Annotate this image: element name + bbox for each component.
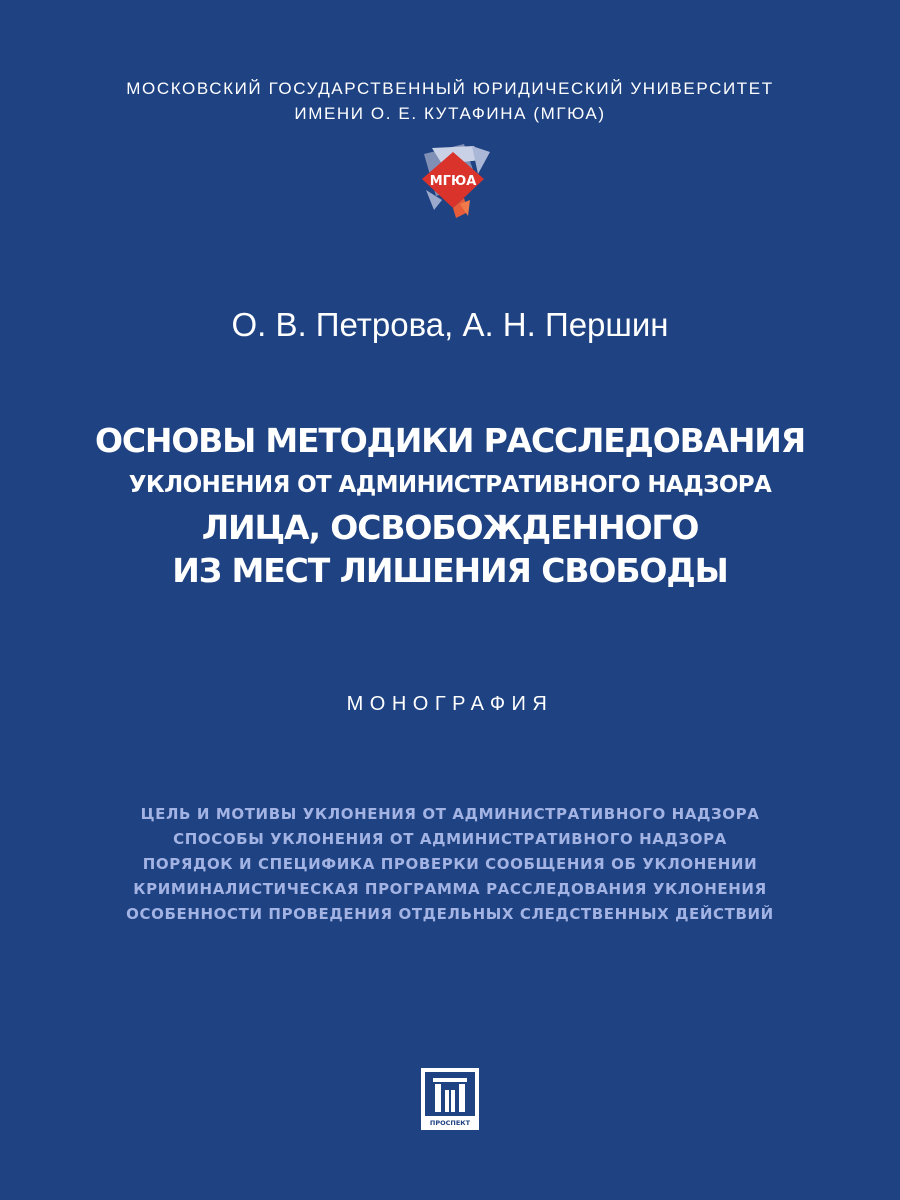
book-title bbox=[0, 420, 900, 592]
publisher-text: ПРОСПЕКТ bbox=[429, 1119, 471, 1127]
mgua-logo-icon bbox=[412, 140, 494, 222]
university-name-line2: ИМЕНИ О. Е. КУТАФИНА (МГЮА) bbox=[294, 104, 606, 123]
book-title-line1: ОСНОВЫ МЕТОДИКИ РАССЛЕДОВАНИЯ bbox=[95, 421, 805, 460]
book-title-line4: ИЗ МЕСТ ЛИШЕНИЯ СВОБОДЫ bbox=[172, 551, 728, 590]
topic-item: ПОРЯДОК И СПЕЦИФИКА ПРОВЕРКИ СООБЩЕНИЯ ОБ УКЛОНЕНИИ bbox=[142, 855, 758, 873]
logo-text: МГЮА bbox=[429, 174, 477, 189]
book-genre: МОНОГРАФИЯ bbox=[346, 693, 554, 715]
book-title-line2: УКЛОНЕНИЯ ОТ АДМИНИСТРАТИВНОГО НАДЗОРА bbox=[128, 472, 772, 498]
topics-list bbox=[0, 802, 900, 927]
topic-item: ЦЕЛЬ И МОТИВЫ УКЛОНЕНИЯ ОТ АДМИНИСТРАТИВНОГО НАДЗОРА bbox=[140, 805, 760, 823]
topic-item: ОСОБЕННОСТИ ПРОВЕДЕНИЯ ОТДЕЛЬНЫХ СЛЕДСТВЕННЫХ ДЕЙСТВИЙ bbox=[126, 905, 774, 923]
university-name-line1: МОСКОВСКИЙ ГОСУДАРСТВЕННЫЙ ЮРИДИЧЕСКИЙ УНИВЕРСИТЕТ bbox=[126, 79, 774, 98]
prospekt-logo-icon bbox=[421, 1068, 479, 1130]
book-authors: О. В. Петрова, А. Н. Першин bbox=[231, 306, 669, 343]
topic-item: СПОСОБЫ УКЛОНЕНИЯ ОТ АДМИНИСТРАТИВНОГО НАДЗОРА bbox=[173, 830, 727, 848]
book-title-line3: ЛИЦА, ОСВОБОЖДЕННОГО bbox=[201, 508, 699, 547]
university-name bbox=[0, 76, 900, 126]
topic-item: КРИМИНАЛИСТИЧЕСКАЯ ПРОГРАММА РАССЛЕДОВАНИЯ УКЛОНЕНИЯ bbox=[133, 880, 767, 898]
